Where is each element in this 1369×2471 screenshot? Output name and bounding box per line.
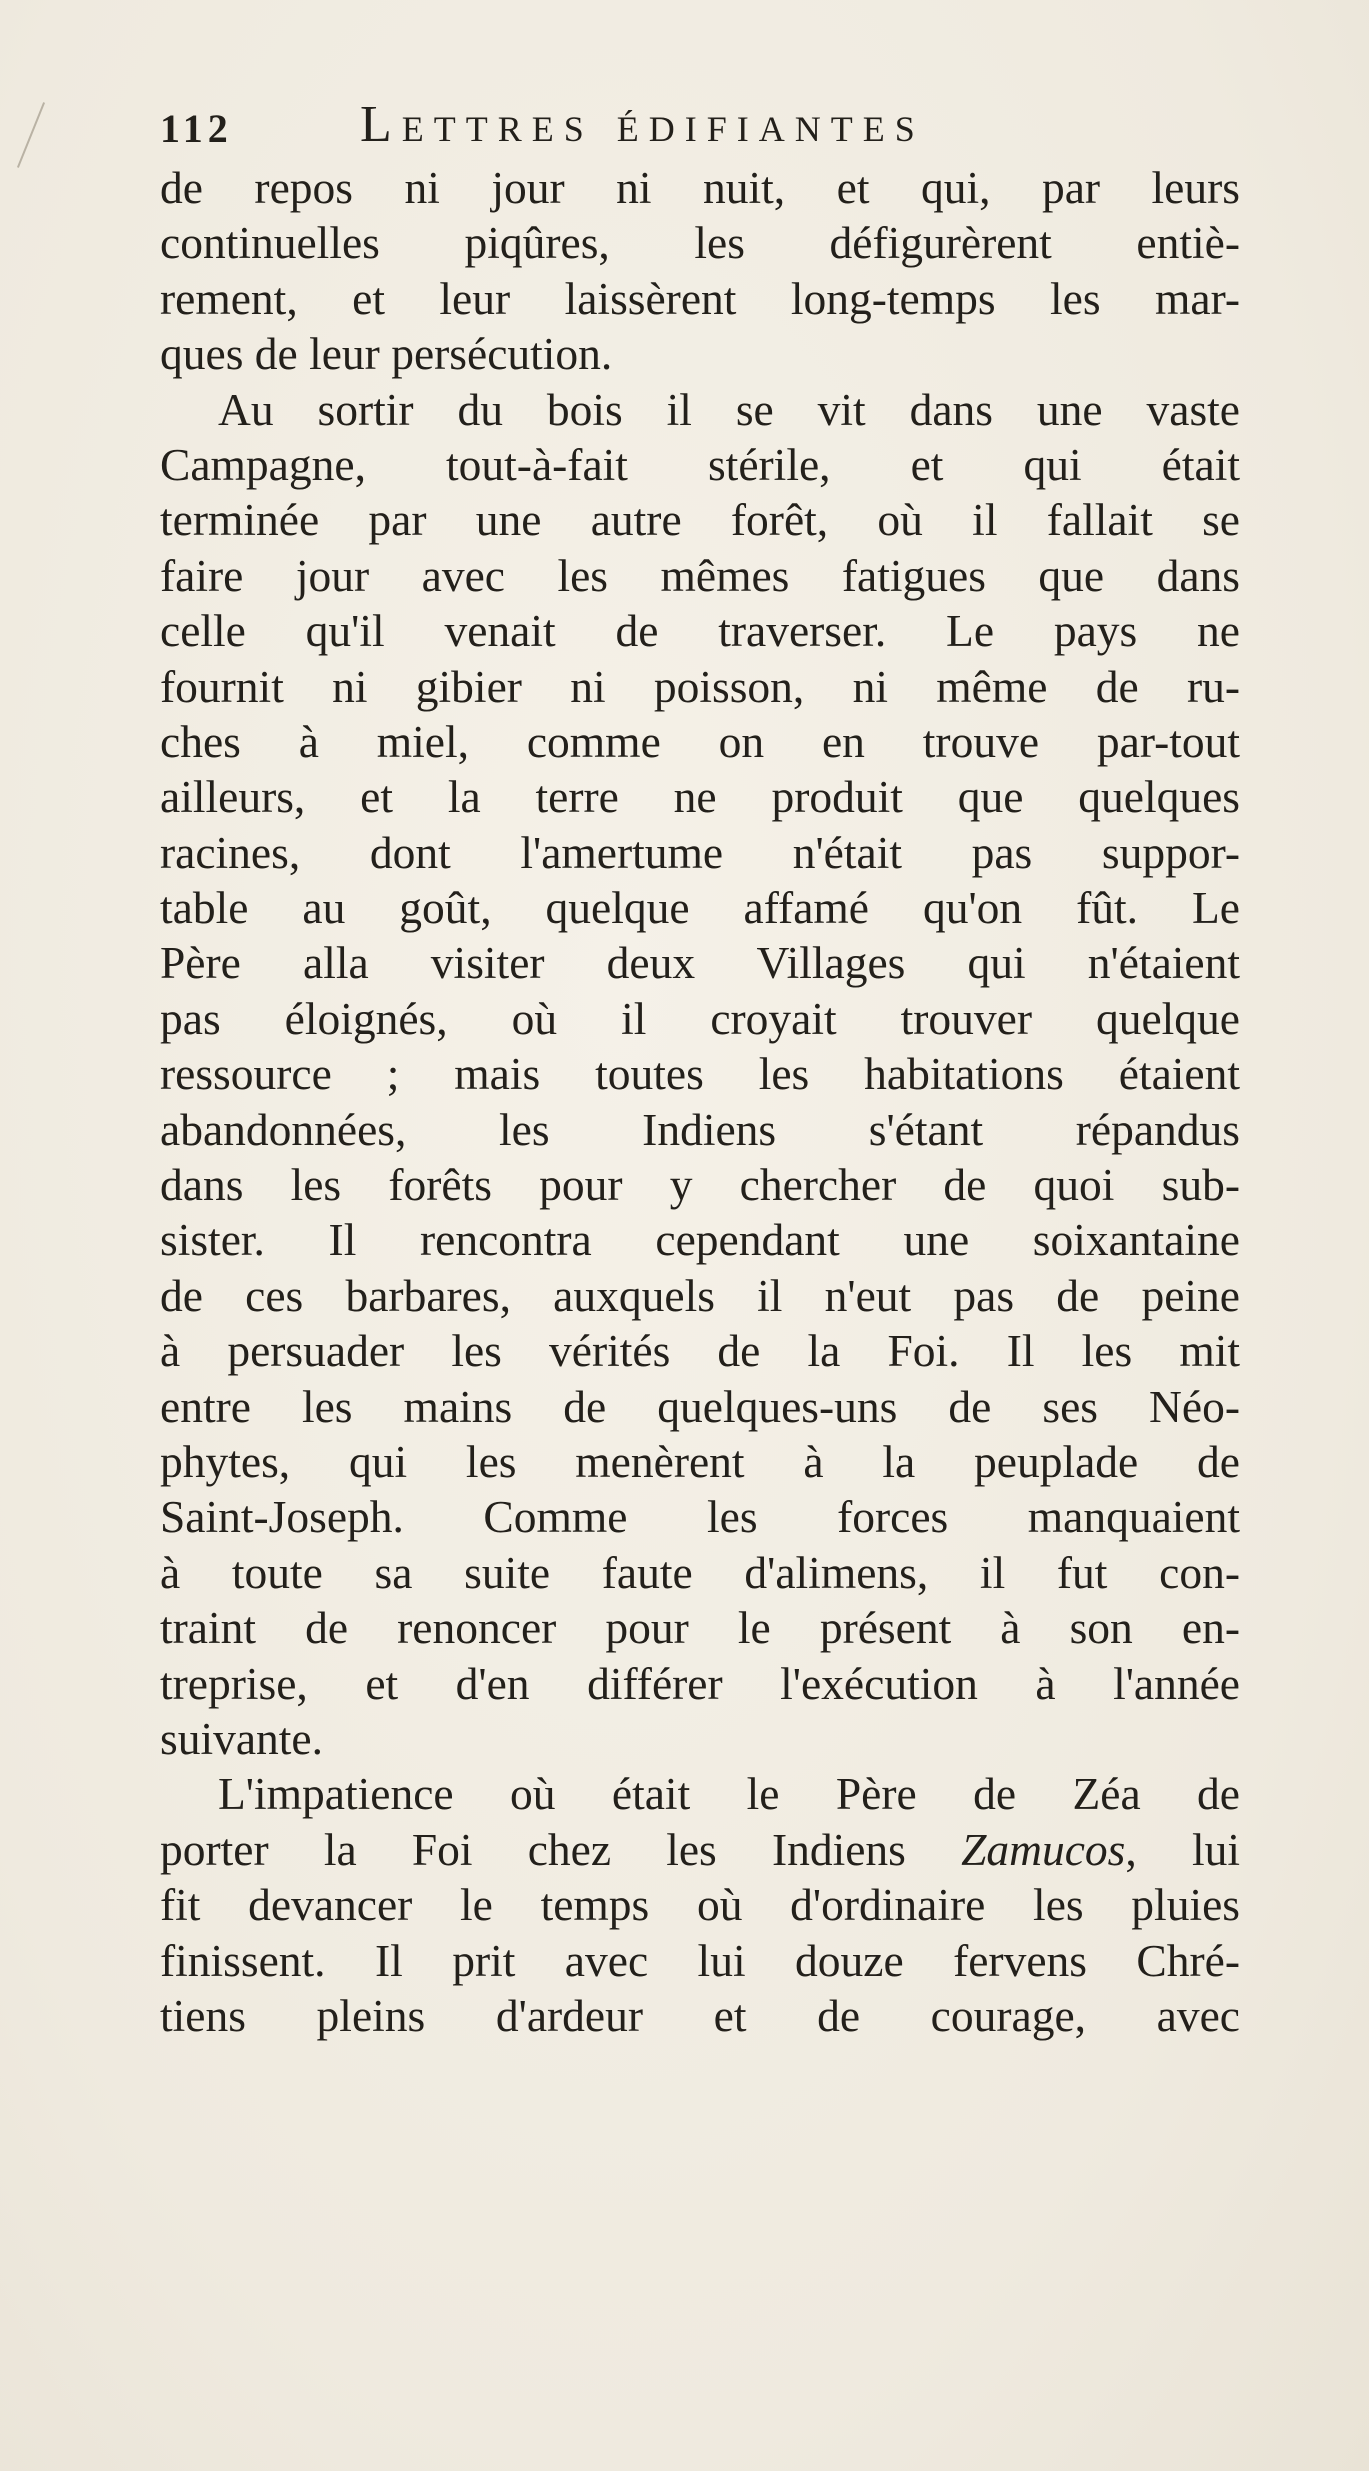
- running-title: Lettres édifiantes: [360, 96, 925, 153]
- text-line: à toute sa suite faute d'alimens, il fut con-: [160, 1546, 1240, 1598]
- text-line: dans les forêts pour y chercher de quoi sub-: [160, 1159, 1240, 1211]
- text-line: tiens pleins d'ardeur et de courage, avec: [160, 1989, 1240, 2041]
- text-line: L'impatience où était le Père de Zéa de: [218, 1768, 1240, 1820]
- text-line: Saint-Joseph. Comme les forces manquaient: [160, 1491, 1240, 1543]
- text-line: ques de leur persécution.: [160, 328, 613, 380]
- text-line: Campagne, tout-à-fait stérile, et qui était: [160, 438, 1240, 490]
- text-line: continuelles piqûres, les défigurèrent entiè-: [160, 217, 1240, 269]
- text-line: Père alla visiter deux Villages qui n'étaient: [160, 937, 1240, 989]
- text-line: fit devancer le temps où d'ordinaire les pluies: [160, 1879, 1240, 1931]
- text-line: finissent. Il prit avec lui douze fervens Chré-: [160, 1934, 1240, 1986]
- text-line: pas éloignés, où il croyait trouver quelque: [160, 992, 1240, 1044]
- page-header: [160, 95, 1240, 155]
- text-line: ailleurs, et la terre ne produit que quelques: [160, 771, 1240, 823]
- text-line: rement, et leur laissèrent long-temps les mar-: [160, 272, 1240, 324]
- text-line: suivante.: [160, 1712, 324, 1764]
- text-line: phytes, qui les menèrent à la peuplade de: [160, 1435, 1240, 1487]
- text-line: ressource ; mais toutes les habitations étaient: [160, 1048, 1240, 1100]
- text-line: porter la Foi chez les Indiens Zamucos, lui: [160, 1823, 1240, 1875]
- text-line: ches à miel, comme on en trouve par-tout: [160, 715, 1240, 767]
- text-line: table au goût, quelque affamé qu'on fût. Le: [160, 882, 1240, 934]
- text-line: treprise, et d'en différer l'exécution à l'année: [160, 1657, 1240, 1709]
- margin-mark: [17, 102, 45, 168]
- text-line: celle qu'il venait de traverser. Le pays ne: [160, 605, 1240, 657]
- text-line: à persuader les vérités de la Foi. Il les mit: [160, 1325, 1240, 1377]
- text-line: racines, dont l'amertume n'était pas suppor-: [160, 826, 1240, 878]
- text-line: entre les mains de quelques-uns de ses Néo-: [160, 1380, 1240, 1432]
- text-line: Au sortir du bois il se vit dans une vaste: [218, 383, 1240, 435]
- body-text: [160, 160, 1240, 2043]
- text-line: fournit ni gibier ni poisson, ni même de ru-: [160, 660, 1240, 712]
- text-line: de ces barbares, auxquels il n'eut pas de peine: [160, 1269, 1240, 1321]
- italic-word: Zamucos: [961, 1823, 1126, 1875]
- text-line: de repos ni jour ni nuit, et qui, par leurs: [160, 162, 1240, 213]
- text-line: abandonnées, les Indiens s'étant répandus: [160, 1103, 1240, 1155]
- text-line: faire jour avec les mêmes fatigues que dans: [160, 549, 1240, 601]
- page-number: 112: [160, 106, 233, 151]
- text-line: terminée par une autre forêt, où il fallait se: [160, 494, 1240, 546]
- text-line: traint de renoncer pour le présent à son en-: [160, 1602, 1240, 1654]
- text-line: sister. Il rencontra cependant une soixantaine: [160, 1214, 1240, 1266]
